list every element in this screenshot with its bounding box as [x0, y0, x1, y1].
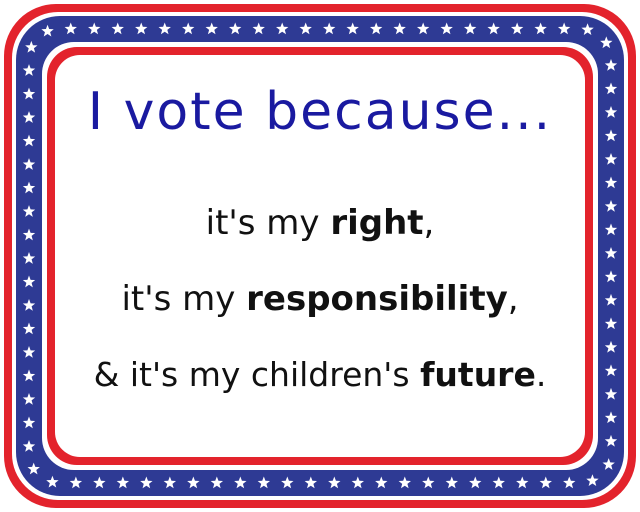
reason-emphasis: responsibility — [246, 279, 508, 319]
reason-prefix: it's my — [205, 203, 331, 243]
reason-suffix: , — [423, 203, 435, 243]
reason-suffix: . — [535, 355, 547, 394]
pledge-card — [56, 56, 584, 454]
reason-prefix: & it's my children's — [93, 355, 421, 394]
reason-line-future — [56, 355, 584, 394]
reason-line-responsibility — [56, 279, 584, 319]
card-title: I vote because... — [87, 82, 553, 142]
reason-emphasis: right — [330, 203, 424, 243]
reason-line-right — [56, 203, 584, 243]
reason-emphasis: future — [420, 355, 536, 394]
reason-suffix: , — [507, 279, 519, 319]
reason-prefix: it's my — [121, 279, 247, 319]
